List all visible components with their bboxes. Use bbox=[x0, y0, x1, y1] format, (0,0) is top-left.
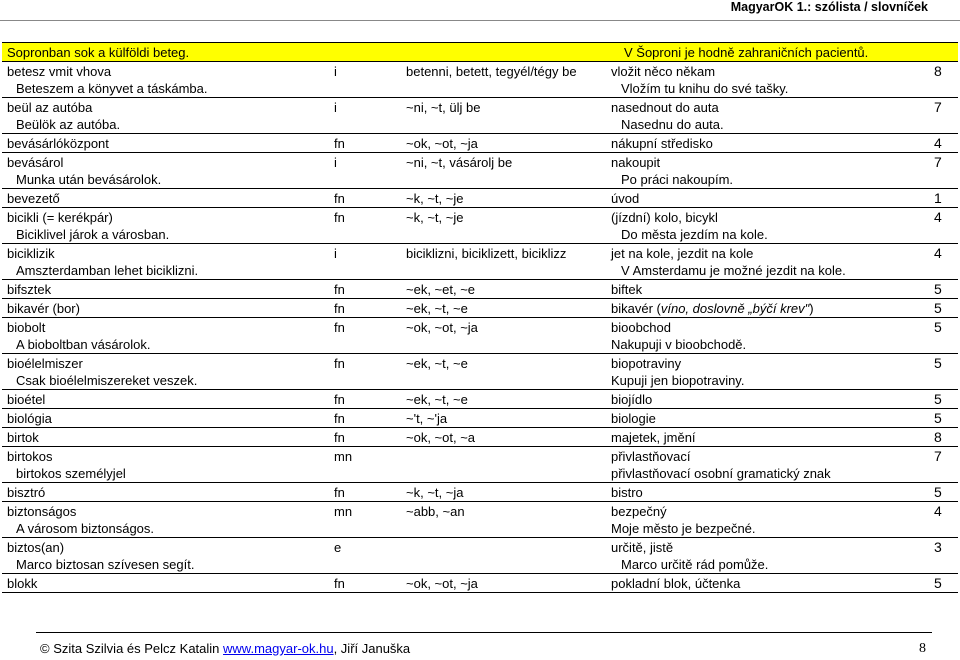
translation: přivlastňovací bbox=[611, 449, 691, 464]
table-row bbox=[2, 538, 958, 574]
word-forms: betenni, betett, tegyél/tégy be bbox=[406, 64, 577, 79]
level: 5 bbox=[934, 575, 942, 591]
level: 5 bbox=[934, 484, 942, 500]
word-forms: ~ek, ~t, ~e bbox=[406, 392, 468, 407]
table-row bbox=[2, 502, 958, 538]
page-header-title: MagyarOK 1.: szólista / slovníček bbox=[730, 0, 928, 14]
word: bifsztek bbox=[7, 282, 52, 297]
level: 4 bbox=[934, 135, 942, 151]
example-sentence: Csak bioélelmiszereket veszek. bbox=[16, 373, 198, 388]
example-sentence: Biciklivel járok a városban. bbox=[16, 227, 170, 242]
footer-credits bbox=[40, 641, 410, 657]
table-row bbox=[2, 428, 958, 447]
example-sentence: Munka után bevásárolok. bbox=[16, 172, 162, 187]
level: 5 bbox=[934, 281, 942, 297]
word: bikavér (bor) bbox=[7, 301, 80, 316]
part-of-speech: fn bbox=[334, 191, 345, 206]
translation: jet na kole, jezdit na kole bbox=[611, 246, 754, 261]
part-of-speech: fn bbox=[334, 356, 345, 371]
table-row bbox=[2, 43, 958, 62]
part-of-speech: fn bbox=[334, 485, 345, 500]
example-sentence: Marco biztosan szívesen segít. bbox=[16, 557, 195, 572]
table-row bbox=[2, 98, 958, 134]
table-row bbox=[2, 318, 958, 354]
level: 5 bbox=[934, 391, 942, 407]
level: 5 bbox=[934, 300, 942, 316]
table-row bbox=[2, 390, 958, 409]
example-sentence: Amszterdamban lehet biciklizni. bbox=[16, 263, 199, 278]
table-row bbox=[2, 483, 958, 502]
example-translation: V Amsterdamu je možné jezdit na kole. bbox=[621, 263, 846, 278]
word: bioétel bbox=[7, 392, 46, 407]
part-of-speech: i bbox=[334, 155, 337, 170]
translation: určitě, jistě bbox=[611, 540, 674, 555]
footer-authors: Szita Szilvia és Pelcz Katalin bbox=[53, 641, 220, 656]
word-forms: ~abb, ~an bbox=[406, 504, 465, 519]
word: blokk bbox=[7, 576, 38, 591]
table-row bbox=[2, 244, 958, 280]
word-forms: biciklizni, biciklizett, biciklizz bbox=[406, 246, 567, 261]
translation-suffix: ) bbox=[809, 301, 814, 316]
level: 4 bbox=[934, 503, 942, 519]
translation: bistro bbox=[611, 485, 643, 500]
translation: biojídlo bbox=[611, 392, 653, 407]
word-forms: ~ok, ~ot, ~a bbox=[406, 430, 476, 445]
level: 7 bbox=[934, 448, 942, 464]
level: 8 bbox=[934, 63, 942, 79]
word-forms: ~ek, ~t, ~e bbox=[406, 356, 468, 371]
table-row bbox=[2, 574, 958, 593]
word-forms: ~'t, ~'ja bbox=[406, 411, 448, 426]
part-of-speech: fn bbox=[334, 392, 345, 407]
part-of-speech: fn bbox=[334, 282, 345, 297]
part-of-speech: fn bbox=[334, 136, 345, 151]
example-translation: Moje město je bezpečné. bbox=[611, 521, 756, 536]
word: bevásárol bbox=[7, 155, 64, 170]
table-row bbox=[2, 409, 958, 428]
part-of-speech: fn bbox=[334, 430, 345, 445]
vocabulary-table bbox=[2, 42, 958, 593]
word-forms: ~ni, ~t, vásárolj be bbox=[406, 155, 513, 170]
word: biciklizik bbox=[7, 246, 55, 261]
table-row bbox=[2, 299, 958, 318]
example-sentence: Sopronban sok a külföldi beteg. bbox=[7, 45, 190, 60]
table-row bbox=[2, 134, 958, 153]
table-row bbox=[2, 280, 958, 299]
word: biztos(an) bbox=[7, 540, 65, 555]
part-of-speech: fn bbox=[334, 320, 345, 335]
word-forms: ~ek, ~et, ~e bbox=[406, 282, 476, 297]
level: 5 bbox=[934, 410, 942, 426]
word: birtok bbox=[7, 430, 39, 445]
example-translation: Nakupuji v bioobchodě. bbox=[611, 337, 747, 352]
example-sentence: Beülök az autóba. bbox=[16, 117, 121, 132]
level: 7 bbox=[934, 99, 942, 115]
copyright-icon: © bbox=[40, 641, 50, 656]
word: bevásárlóközpont bbox=[7, 136, 109, 151]
level: 4 bbox=[934, 209, 942, 225]
part-of-speech: fn bbox=[334, 576, 345, 591]
header-divider bbox=[0, 20, 960, 21]
translation-prefix: bikavér ( bbox=[611, 301, 661, 316]
footer-link[interactable]: www.magyar-ok.hu bbox=[223, 641, 334, 656]
table-row bbox=[2, 153, 958, 189]
translation: nasednout do auta bbox=[611, 100, 719, 115]
level: 4 bbox=[934, 245, 942, 261]
table-row bbox=[2, 62, 958, 98]
word: bevezető bbox=[7, 191, 60, 206]
level: 8 bbox=[934, 429, 942, 445]
example-translation: Po práci nakoupím. bbox=[621, 172, 734, 187]
table-row bbox=[2, 208, 958, 244]
example-translation: Do města jezdím na kole. bbox=[621, 227, 768, 242]
word-forms: ~ok, ~ot, ~ja bbox=[406, 320, 478, 335]
translation: majetek, jmění bbox=[611, 430, 696, 445]
translation: biopotraviny bbox=[611, 356, 682, 371]
table-row bbox=[2, 189, 958, 208]
word-forms: ~ek, ~t, ~e bbox=[406, 301, 468, 316]
level: 3 bbox=[934, 539, 942, 555]
example-sentence: birtokos személyjel bbox=[16, 466, 126, 481]
translation: nákupní středisko bbox=[611, 136, 713, 151]
example-translation: přivlastňovací osobní gramatický znak bbox=[611, 466, 831, 481]
word-forms: ~k, ~t, ~je bbox=[406, 210, 464, 225]
footer-coauthor: , Jiří Januška bbox=[333, 641, 411, 656]
translation: biologie bbox=[611, 411, 656, 426]
part-of-speech: i bbox=[334, 246, 337, 261]
word-forms: ~k, ~t, ~ja bbox=[406, 485, 464, 500]
word: birtokos bbox=[7, 449, 53, 464]
level: 5 bbox=[934, 319, 942, 335]
translation: úvod bbox=[611, 191, 640, 206]
word-forms: ~ni, ~t, ülj be bbox=[406, 100, 481, 115]
translation: bioobchod bbox=[611, 320, 671, 335]
part-of-speech: i bbox=[334, 64, 337, 79]
word: biológia bbox=[7, 411, 52, 426]
word: biztonságos bbox=[7, 504, 77, 519]
word: biobolt bbox=[7, 320, 46, 335]
example-translation: Nasednu do auta. bbox=[621, 117, 724, 132]
part-of-speech: mn bbox=[334, 504, 353, 519]
example-sentence: Beteszem a könyvet a táskámba. bbox=[16, 81, 208, 96]
part-of-speech: i bbox=[334, 100, 337, 115]
example-translation: Marco určitě rád pomůže. bbox=[621, 557, 769, 572]
example-sentence: A városom biztonságos. bbox=[16, 521, 155, 536]
word: bisztró bbox=[7, 485, 46, 500]
translation bbox=[611, 300, 814, 317]
translation: biftek bbox=[611, 282, 643, 297]
example-translation: Kupuji jen biopotraviny. bbox=[611, 373, 745, 388]
translation: bezpečný bbox=[611, 504, 667, 519]
translation-note: víno, doslovně „býčí krev" bbox=[660, 301, 810, 316]
word-forms: ~ok, ~ot, ~ja bbox=[406, 136, 478, 151]
example-translation: V Šoproni je hodně zahraničních pacientů. bbox=[624, 45, 869, 60]
part-of-speech: fn bbox=[334, 301, 345, 316]
translation: nakoupit bbox=[611, 155, 661, 170]
level: 1 bbox=[934, 190, 942, 206]
word: beül az autóba bbox=[7, 100, 93, 115]
level: 7 bbox=[934, 154, 942, 170]
page-number: 8 bbox=[919, 641, 926, 656]
translation: pokladní blok, účtenka bbox=[611, 576, 741, 591]
example-translation: Vložím tu knihu do své tašky. bbox=[621, 81, 789, 96]
table-row bbox=[2, 447, 958, 483]
part-of-speech: mn bbox=[334, 449, 353, 464]
table-row bbox=[2, 354, 958, 390]
part-of-speech: e bbox=[334, 540, 342, 555]
word: bioélelmiszer bbox=[7, 356, 83, 371]
translation: (jízdní) kolo, bicykl bbox=[611, 210, 718, 225]
translation: vložit něco někam bbox=[611, 64, 716, 79]
level: 5 bbox=[934, 355, 942, 371]
word: bicikli (= kerékpár) bbox=[7, 210, 113, 225]
part-of-speech: fn bbox=[334, 411, 345, 426]
word-forms: ~k, ~t, ~je bbox=[406, 191, 464, 206]
word: betesz vmit vhova bbox=[7, 64, 112, 79]
example-sentence: A bioboltban vásárolok. bbox=[16, 337, 151, 352]
footer-divider bbox=[36, 632, 932, 633]
part-of-speech: fn bbox=[334, 210, 345, 225]
word-forms: ~ok, ~ot, ~ja bbox=[406, 576, 478, 591]
